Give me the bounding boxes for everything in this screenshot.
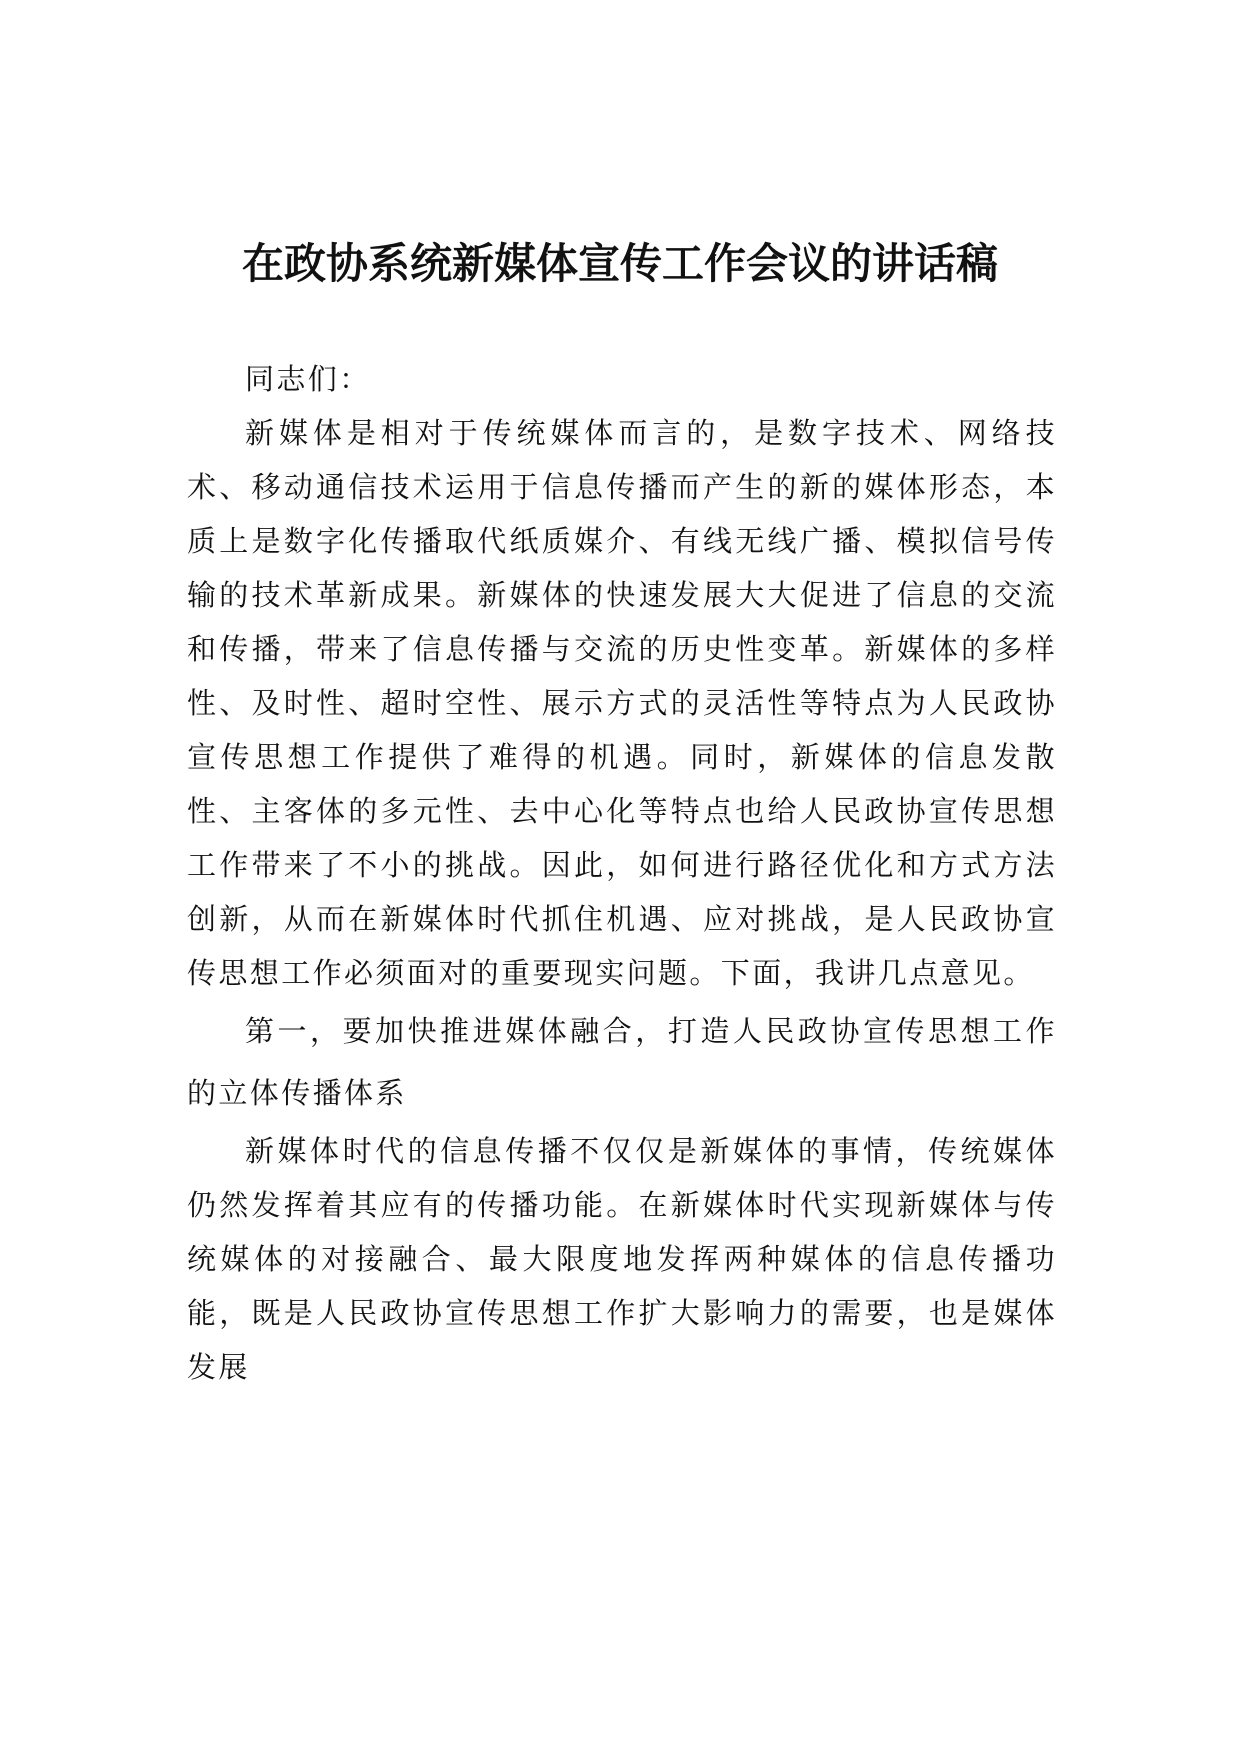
paragraph-intro: 新媒体是相对于传统媒体而言的，是数字技术、网络技术、移动通信技术运用于信息传播而产生的新的媒体形态，本质上是数字化传播取代纸质媒介、有线无线广播、模拟信号传输的技术革新成果。新媒体的快速发展大大促进了信息的交流和传播，带来了信息传播与交流的历史性变革。新媒体的多样性、及时性、超时空性、展示方式的灵活性等特点为人民政协宣传思想工作提供了难得的机遇。同时，新媒体的信息发散性、主客体的多元性、去中心化等特点也给人民政协宣传思想工作带来了不小的挑战。因此，如何进行路径优化和方式方法创新，从而在新媒体时代抓住机遇、应对挑战，是人民政协宣传思想工作必须面对的重要现实问题。下面，我讲几点意见。 bbox=[187, 416, 1057, 990]
salutation: 同志们： bbox=[245, 362, 371, 396]
section-heading: 第一，要加快推进媒体融合，打造人民政协宣传思想工作的立体传播体系 bbox=[187, 1014, 1057, 1110]
paragraph-section-1: 新媒体时代的信息传播不仅仅是新媒体的事情，传统媒体仍然发挥着其应有的传播功能。在新媒体时代实现新媒体与传统媒体的对接融合、最大限度地发挥两种媒体的信息传播功能，既是人民政协宣传思想工作扩大影响力的需要，也是媒体发展 bbox=[187, 1134, 1057, 1384]
document-body bbox=[187, 352, 1057, 1394]
document-title: 在政协系统新媒体宣传工作会议的讲话稿 bbox=[241, 239, 998, 288]
